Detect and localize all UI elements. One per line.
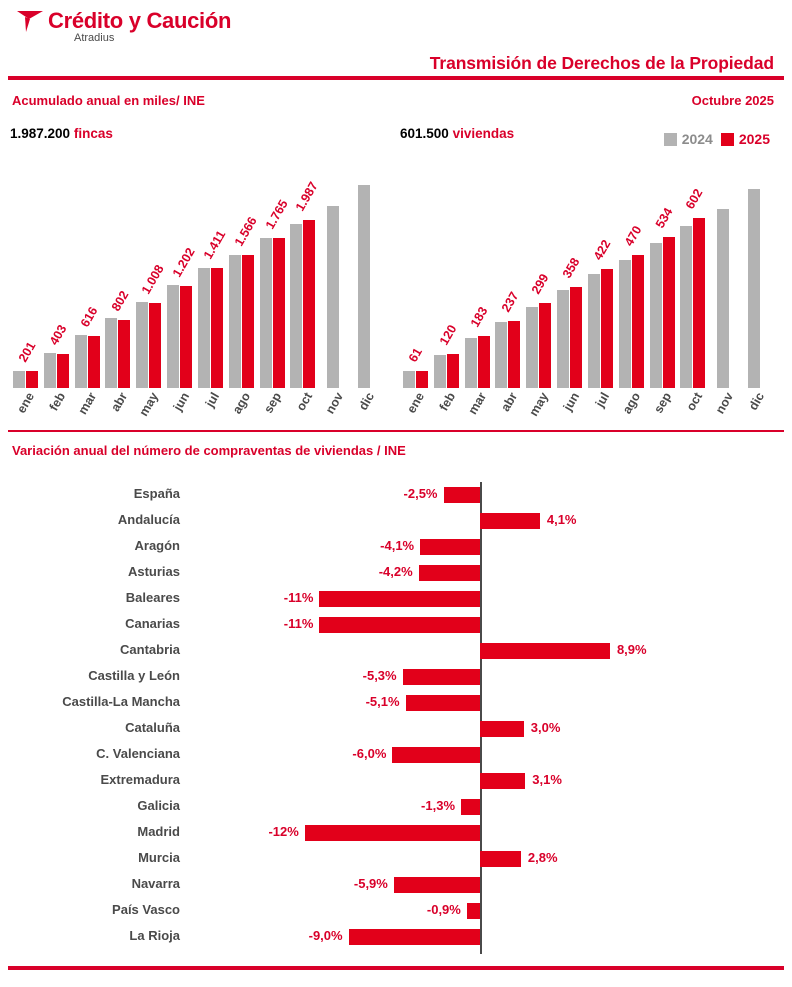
bar-2025 xyxy=(663,237,675,388)
x-axis-tick-label: may xyxy=(136,390,161,419)
bar-group xyxy=(102,176,133,388)
bar-2025 xyxy=(508,321,520,388)
bar-2024 xyxy=(13,371,25,388)
page-title: Transmisión de Derechos de la Propiedad xyxy=(429,53,774,73)
bar-group xyxy=(616,176,647,388)
chart-viviendas xyxy=(400,126,770,419)
variacion-value-label: -2,5% xyxy=(403,486,438,501)
variacion-value-label: -6,0% xyxy=(352,746,387,761)
bar-2025 xyxy=(88,336,100,388)
x-axis-tick-label: feb xyxy=(436,390,459,414)
bar-2024 xyxy=(403,371,415,388)
x-axis-tick-label: jul xyxy=(593,390,613,410)
variacion-row xyxy=(0,534,792,560)
divider-bottom xyxy=(8,966,784,970)
bar-value-label: 1.566 xyxy=(231,214,260,249)
brand-title: Crédito y Caución xyxy=(48,8,232,33)
x-axis-tick-label: ago xyxy=(230,390,254,417)
bar-2025 xyxy=(118,320,130,388)
x-axis-tick-label: dic xyxy=(745,390,767,413)
bar-value-label: 299 xyxy=(529,271,552,298)
variacion-row xyxy=(0,872,792,898)
variacion-bar xyxy=(319,617,480,633)
variacion-bar xyxy=(305,825,480,841)
variacion-value-label: -5,3% xyxy=(362,668,397,683)
variacion-value-label: -11% xyxy=(283,616,314,631)
x-axis-tick-label: nov xyxy=(712,390,736,417)
variacion-row xyxy=(0,898,792,924)
variacion-bar xyxy=(480,643,610,659)
bar-2025 xyxy=(303,220,315,388)
variacion-row xyxy=(0,794,792,820)
bar-group xyxy=(318,176,349,388)
variacion-row xyxy=(0,820,792,846)
variacion-value-label: 3,0% xyxy=(530,720,561,735)
bar-value-label: 1.008 xyxy=(139,261,167,297)
bar-2025 xyxy=(273,238,285,388)
bar-2024 xyxy=(44,353,56,388)
variacion-value-label: -1,3% xyxy=(421,798,456,813)
region-label: País Vasco xyxy=(112,902,180,917)
variacion-value-label: -0,9% xyxy=(426,902,461,917)
bar-2024 xyxy=(105,318,117,388)
x-axis-tick-label: abr xyxy=(108,390,131,414)
x-axis-tick-label: mar xyxy=(75,390,100,417)
x-axis-tick-label: abr xyxy=(498,390,521,414)
region-label: Madrid xyxy=(137,824,180,839)
variacion-title: Variación anual del número de compraventas de viviendas / INE xyxy=(12,443,406,458)
region-label: Cataluña xyxy=(125,720,180,735)
variacion-bar xyxy=(403,669,480,685)
bar-2024 xyxy=(75,335,87,388)
bar-group xyxy=(164,176,198,388)
subtitle-right: Octubre 2025 xyxy=(691,93,774,108)
region-label: España xyxy=(133,486,180,501)
bar-2024 xyxy=(136,302,148,388)
bar-2024 xyxy=(619,260,631,388)
bar-group xyxy=(647,176,678,388)
bar-value-label: 602 xyxy=(683,186,706,212)
variacion-bar xyxy=(480,721,524,737)
bar-group xyxy=(431,176,462,388)
x-axis-tick-label: ene xyxy=(404,390,428,416)
chart-viviendas-xaxis xyxy=(400,388,770,419)
bar-2024 xyxy=(557,290,569,388)
variacion-value-label: -11% xyxy=(283,590,314,605)
bar-group xyxy=(585,176,616,388)
variacion-row xyxy=(0,742,792,768)
variacion-bar xyxy=(480,513,540,529)
bar-2025 xyxy=(478,336,490,388)
bar-2024 xyxy=(748,189,760,388)
chart-viviendas-unit: viviendas xyxy=(452,126,515,141)
x-axis-tick-label: feb xyxy=(46,390,69,414)
variacion-row xyxy=(0,846,792,872)
variacion-row xyxy=(0,560,792,586)
bar-group xyxy=(195,176,229,388)
x-axis-tick-label: jul xyxy=(203,390,223,410)
variacion-bar xyxy=(392,747,480,763)
region-label: Castilla y León xyxy=(88,668,180,683)
chart-fincas xyxy=(10,126,380,419)
variacion-bar xyxy=(406,695,480,711)
brand-logo xyxy=(16,8,231,44)
bar-value-label: 358 xyxy=(560,255,583,281)
bar-group xyxy=(708,176,739,388)
credito-y-caucion-logo-icon xyxy=(16,8,44,34)
bar-2025 xyxy=(26,371,38,388)
region-label: Castilla-La Mancha xyxy=(62,694,180,709)
variacion-bar xyxy=(394,877,480,893)
variacion-bar xyxy=(419,565,480,581)
bar-value-label: 237 xyxy=(498,289,521,315)
chart-fincas-title xyxy=(10,126,380,141)
bar-value-label: 61 xyxy=(405,345,425,365)
chart-viviendas-title xyxy=(400,126,770,141)
bar-group xyxy=(257,176,291,388)
bar-2025 xyxy=(632,255,644,388)
variacion-row xyxy=(0,716,792,742)
variacion-value-label: -12% xyxy=(268,824,299,839)
bar-2024 xyxy=(290,224,302,388)
region-label: Asturias xyxy=(127,564,180,579)
bar-group xyxy=(226,176,260,388)
x-axis-tick-label: dic xyxy=(355,390,377,413)
bar-2024 xyxy=(526,307,538,388)
bar-2025 xyxy=(447,354,459,388)
divider-top xyxy=(8,76,784,80)
variacion-value-label: -9,0% xyxy=(308,928,343,943)
bar-2024 xyxy=(327,206,339,388)
bar-group xyxy=(492,176,523,388)
chart-variacion-anual xyxy=(0,482,792,954)
variacion-row xyxy=(0,690,792,716)
x-axis-tick-label: oct xyxy=(683,390,705,414)
bar-2024 xyxy=(588,274,600,388)
chart-fincas-bars xyxy=(10,176,380,388)
variacion-bar xyxy=(480,851,521,867)
variacion-row xyxy=(0,924,792,950)
region-label: Galicia xyxy=(137,798,180,813)
chart-fincas-total: 1.987.200 xyxy=(10,126,71,141)
region-label: Canarias xyxy=(125,616,180,631)
bar-2024 xyxy=(434,355,446,388)
variacion-row xyxy=(0,664,792,690)
region-label: Murcia xyxy=(138,850,180,865)
bar-2025 xyxy=(57,354,69,388)
chart-fincas-unit: fincas xyxy=(73,126,113,141)
variacion-row xyxy=(0,586,792,612)
region-label: La Rioja xyxy=(129,928,180,943)
bar-group xyxy=(41,176,72,388)
bar-value-label: 1.765 xyxy=(262,197,291,232)
bar-2024 xyxy=(260,238,272,388)
bar-group xyxy=(287,176,322,388)
bar-2025 xyxy=(416,371,428,388)
bar-group xyxy=(677,176,708,388)
bar-2024 xyxy=(358,185,370,388)
bar-group xyxy=(349,176,380,388)
region-label: Aragón xyxy=(134,538,180,553)
variacion-value-label: 4,1% xyxy=(546,512,577,527)
bar-group xyxy=(72,176,103,388)
x-axis-tick-label: ago xyxy=(620,390,644,417)
bar-group xyxy=(10,176,41,388)
bar-2025 xyxy=(149,303,161,388)
bar-group xyxy=(523,176,554,388)
bar-group xyxy=(133,176,167,388)
chart-fincas-xaxis xyxy=(10,388,380,419)
variacion-bar xyxy=(420,539,480,555)
subtitle-left: Acumulado anual en miles/ INE xyxy=(12,93,205,108)
region-label: Cantabria xyxy=(120,642,180,657)
chart-viviendas-total: 601.500 xyxy=(400,126,449,141)
bar-2025 xyxy=(180,286,192,388)
variacion-bar xyxy=(467,903,480,919)
bar-2025 xyxy=(601,269,613,388)
legend-label-2025: 2025 xyxy=(738,131,770,147)
bar-value-label: 201 xyxy=(15,339,39,365)
x-axis-tick-label: ene xyxy=(14,390,38,416)
bar-value-label: 1.987 xyxy=(293,178,322,214)
bar-2025 xyxy=(570,287,582,388)
bar-value-label: 470 xyxy=(621,223,645,249)
x-axis-tick-label: oct xyxy=(293,390,315,414)
bar-value-label: 183 xyxy=(467,304,491,330)
bar-value-label: 403 xyxy=(46,322,70,348)
bar-group xyxy=(739,176,770,388)
variacion-bar xyxy=(319,591,480,607)
bar-2024 xyxy=(650,243,662,388)
variacion-bar xyxy=(349,929,480,945)
region-label: Andalucía xyxy=(117,512,180,527)
bar-value-label: 534 xyxy=(652,205,676,231)
legend-label-2024: 2024 xyxy=(681,131,713,147)
x-axis-tick-label: sep xyxy=(651,390,675,416)
bar-2024 xyxy=(680,226,692,388)
variacion-row xyxy=(0,482,792,508)
variacion-value-label: -5,1% xyxy=(365,694,400,709)
variacion-bar xyxy=(444,487,481,503)
bar-2024 xyxy=(495,322,507,388)
region-label: C. Valenciana xyxy=(96,746,180,761)
region-label: Navarra xyxy=(131,876,180,891)
bar-2024 xyxy=(229,255,241,388)
variacion-bar xyxy=(480,773,525,789)
bar-2024 xyxy=(167,285,179,388)
variacion-bar xyxy=(461,799,480,815)
bar-2024 xyxy=(198,268,210,388)
variacion-value-label: -4,1% xyxy=(380,538,415,553)
variacion-row xyxy=(0,612,792,638)
bar-value-label: 422 xyxy=(590,237,614,263)
bar-group xyxy=(554,176,585,388)
brand-subtitle: Atradius xyxy=(74,32,115,44)
bar-2025 xyxy=(211,268,223,388)
variacion-value-label: 2,8% xyxy=(527,850,558,865)
variacion-row xyxy=(0,638,792,664)
x-axis-tick-label: mar xyxy=(465,390,490,417)
x-axis-tick-label: nov xyxy=(322,390,346,417)
bar-2025 xyxy=(539,303,551,388)
x-axis-tick-label: may xyxy=(526,390,551,419)
bar-value-label: 1.202 xyxy=(170,245,198,280)
variacion-value-label: 8,9% xyxy=(616,642,647,657)
variacion-row xyxy=(0,768,792,794)
chart-viviendas-bars xyxy=(400,176,770,388)
divider-middle xyxy=(8,430,784,432)
region-label: Extremadura xyxy=(100,772,180,787)
x-axis-tick-label: sep xyxy=(261,390,285,416)
bar-value-label: 1.411 xyxy=(200,228,229,262)
bar-2025 xyxy=(242,255,254,388)
bar-2024 xyxy=(465,338,477,388)
bar-group xyxy=(400,176,431,388)
variacion-value-label: -4,2% xyxy=(378,564,413,579)
bar-group xyxy=(462,176,493,388)
bar-value-label: 616 xyxy=(77,304,101,330)
region-label: Baleares xyxy=(125,590,180,605)
variacion-value-label: 3,1% xyxy=(532,772,562,787)
x-axis-tick-label: jun xyxy=(170,390,192,414)
bar-value-label: 802 xyxy=(108,288,131,314)
bar-value-label: 120 xyxy=(436,322,460,348)
variacion-row xyxy=(0,508,792,534)
bar-2024 xyxy=(717,209,729,388)
x-axis-tick-label: jun xyxy=(560,390,582,414)
bar-2025 xyxy=(693,218,705,388)
variacion-value-label: -5,9% xyxy=(353,876,388,891)
